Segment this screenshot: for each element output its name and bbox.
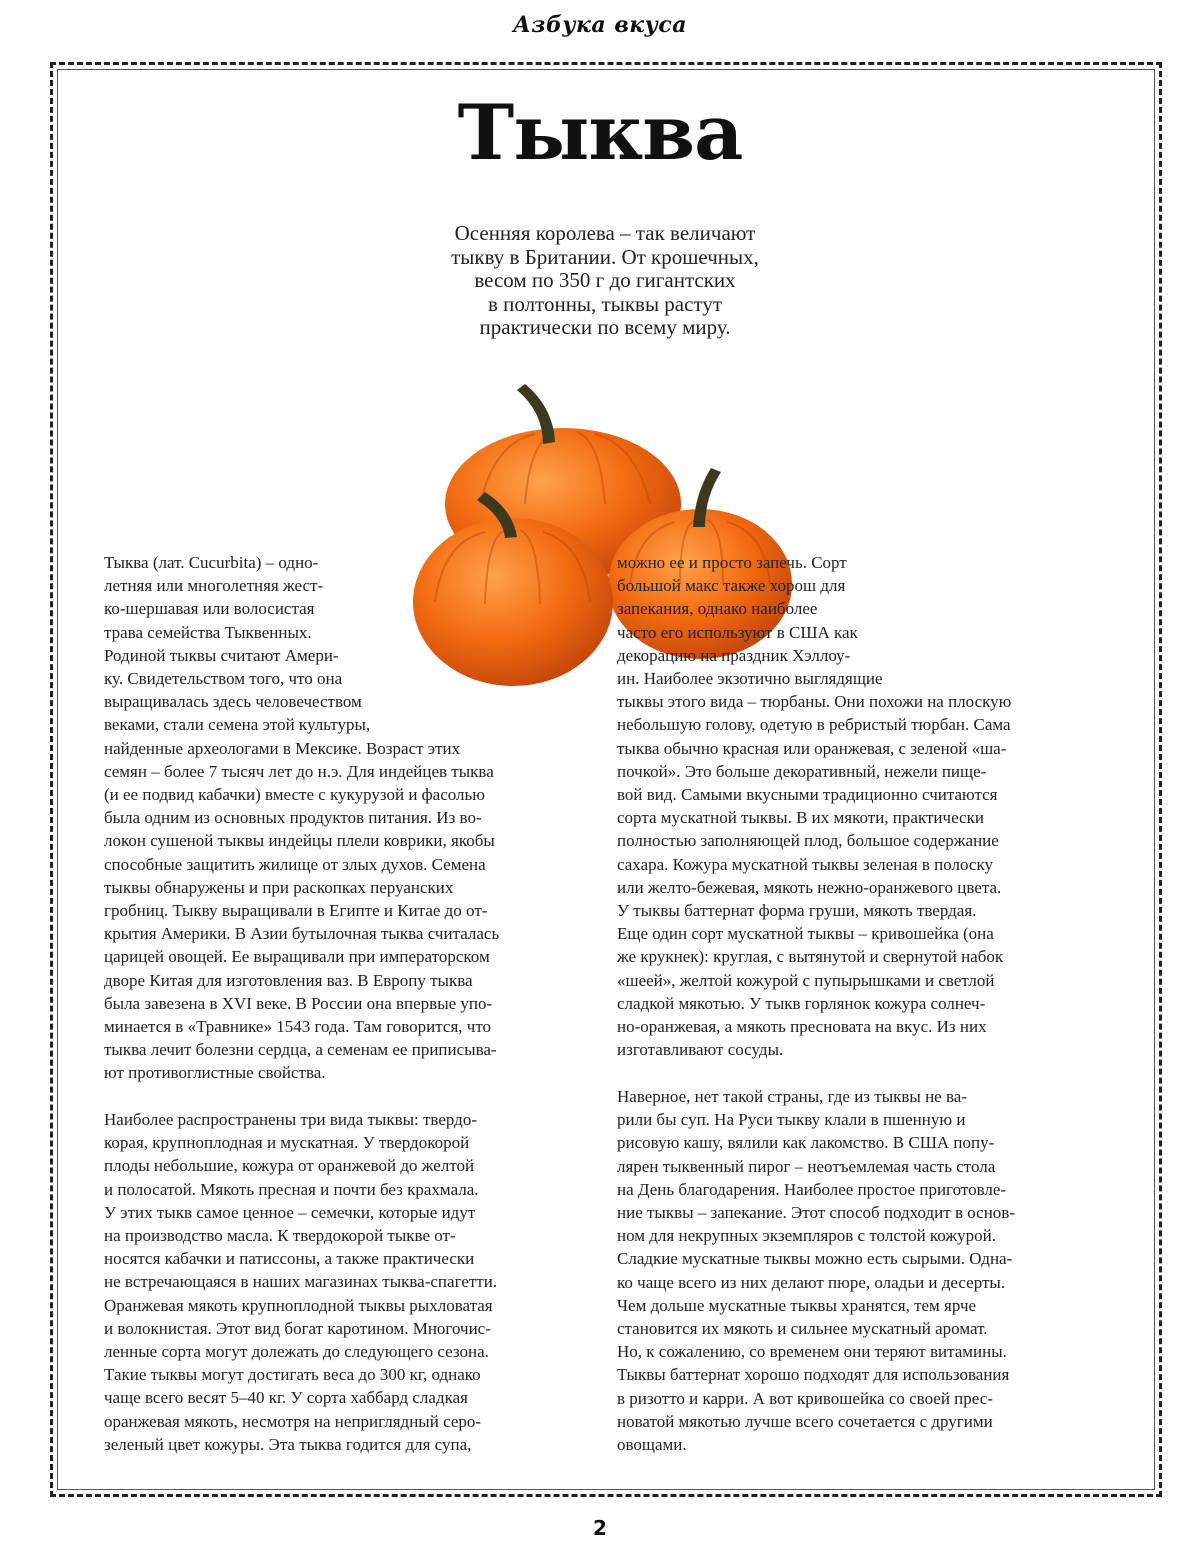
article-title: Тыква — [457, 88, 743, 177]
text-line: Но, к сожалению, со временем они теряют витамины. — [617, 1342, 1007, 1362]
text-line: веками, стали семена этой культуры, — [104, 715, 371, 735]
text-line: сорта мускатной тыквы. В их мякоти, практически — [617, 808, 984, 828]
text-line: тыквы обнаружены и при раскопках перуанских — [104, 877, 454, 897]
text-line: плоды небольшие, кожура от оранжевой до желтой — [104, 1156, 475, 1176]
text-line: оранжевая мякоть, несмотря на неприглядный серо- — [104, 1411, 482, 1431]
text-line: и полосатой. Мякоть пресная и почти без крахмала. — [104, 1179, 479, 1199]
text-line: на производство масла. К твердокорой тыкве от- — [104, 1226, 456, 1246]
text-line: зеленый цвет кожуры. Эта тыква годится для супа, — [104, 1434, 472, 1454]
intro-line: практически по всему миру. — [479, 315, 731, 339]
text-line: изготавливают сосуды. — [617, 1040, 784, 1060]
text-line: локон сушеной тыквы индейцы плели коврики, якобы — [104, 831, 495, 851]
text-line: Чем дольше мускатные тыквы хранятся, тем ярче — [617, 1295, 977, 1315]
text-line: ко чаще всего из них делают пюре, оладьи и десерты. — [617, 1272, 1006, 1292]
text-line: новатой мякотью лучше всего сочетается с другими — [617, 1411, 993, 1431]
text-line: носятся кабачки и патиссоны, а также практически — [104, 1249, 475, 1269]
text-line: была одним из основных продуктов питания. Из во- — [104, 808, 482, 828]
text-line: гробниц. Тыкву выращивали в Египте и Китае до от- — [104, 901, 488, 921]
text-line: Такие тыквы могут достигать веса до 300 кг, однако — [104, 1365, 481, 1385]
text-line: трава семейства Тыквенных. — [104, 622, 312, 642]
text-line: же крукнек): круглая, с вытянутой и свернутой набок — [617, 947, 1004, 967]
text-line: семян – более 7 тысяч лет до н.э. Для индейцев тыква — [104, 761, 494, 781]
text-line: чаще всего весят 5–40 кг. У сорта хаббард сладкая — [104, 1388, 468, 1408]
text-line: рили бы суп. На Руси тыкву клали в пшенную и — [617, 1110, 966, 1130]
text-line: минается в «Травнике» 1543 года. Там говорится, что — [104, 1017, 492, 1037]
text-line: летняя или многолетняя жест- — [104, 576, 324, 596]
text-line: можно ее и просто запечь. Сорт — [617, 553, 847, 572]
left-column-paragraph-2 — [104, 1108, 497, 1456]
text-line: царицей овощей. Ее выращивали при императорском — [104, 947, 490, 967]
text-line: сахара. Кожура мускатной тыквы зеленая в полоску — [617, 854, 993, 874]
section-title: Азбука вкуса — [513, 12, 687, 38]
text-line: дворе Китая для изготовления ваз. В Европу тыква — [104, 970, 473, 990]
text-line: У этих тыкв самое ценное – семечки, которые идут — [104, 1202, 476, 1222]
text-line: почкой». Это больше декоративный, нежели пище- — [617, 761, 987, 781]
text-line: запекания, однако наиболее — [617, 599, 818, 619]
text-line: лярен тыквенный пирог – неотъемлемая часть стола — [617, 1156, 996, 1176]
text-line: часто его используют в США как — [617, 622, 858, 642]
right-column-paragraph-1 — [617, 551, 1011, 1061]
text-line: рисовую кашу, вялили как лакомство. В США попу- — [617, 1133, 995, 1153]
text-line: на День благодарения. Наиболее простое приготовле- — [617, 1179, 1007, 1199]
text-line: или желто-бежевая, мякоть нежно-оранжевого цвета. — [617, 877, 1002, 897]
text-line: ние тыквы – запекание. Этот способ подходит в основ- — [617, 1203, 1015, 1223]
text-line: в ризотто и карри. А вот кривошейка со своей прес- — [617, 1388, 993, 1408]
article-intro — [380, 222, 830, 340]
page-number: 2 — [593, 1516, 607, 1540]
intro-line: весом по 350 г до гигантских — [474, 268, 736, 292]
text-line: ин. Наиболее экзотично выглядящие — [617, 669, 883, 689]
right-column-paragraph-2 — [617, 1085, 1015, 1456]
text-line: вой вид. Самыми вкусными традиционно считаются — [617, 785, 998, 805]
text-line: ленные сорта могут долежать до следующего сезона. — [104, 1342, 489, 1362]
intro-line: тыкву в Британии. От крошечных, — [451, 244, 759, 269]
text-line: декорацию на праздник Хэллоу- — [617, 645, 851, 665]
text-line: небольшую голову, одетую в ребристый тюрбан. Сама — [617, 715, 1011, 735]
text-line: большой макс также хорош для — [617, 576, 846, 596]
text-line: найденные археологами в Мексике. Возраст этих — [104, 738, 461, 758]
text-line: ном для некрупных экземпляров с толстой кожурой. — [617, 1226, 996, 1246]
text-line: Тыквы баттернат хорошо подходят для использования — [617, 1365, 1010, 1385]
text-line: Еще один сорт мускатной тыквы – кривошейка (она — [617, 924, 994, 944]
text-line: выращивалась здесь человечеством — [104, 692, 362, 712]
text-line: сладкой мякотью. У тыкв горлянок кожура солнеч- — [617, 993, 986, 1013]
text-line: Сладкие мускатные тыквы можно есть сырыми. Одна- — [617, 1249, 1013, 1269]
text-line: ко-шершавая или волосистая — [104, 599, 315, 619]
text-line: овощами. — [617, 1435, 687, 1455]
text-line: тыквы этого вида – тюрбаны. Они похожи на плоскую — [617, 692, 1012, 712]
intro-line: в полтонны, тыквы растут — [487, 291, 723, 316]
text-line: становится их мякоть и сильнее мускатный аромат. — [617, 1319, 988, 1339]
text-line: ют противоглистные свойства. — [104, 1063, 326, 1083]
text-line: Тыква (лат. Cucurbita) – одно- — [104, 553, 319, 572]
text-line: Наиболее распространены три вида тыквы: твердо- — [104, 1110, 477, 1129]
text-line: полностью заполняющей плод, большое содержание — [617, 831, 999, 851]
text-line: «шеей», желтой кожурой с пупырышками и светлой — [617, 970, 995, 990]
intro-line: Осенняя королева – так величают — [454, 221, 756, 245]
text-line: Оранжевая мякоть крупноплодной тыквы рыхловатая — [104, 1295, 493, 1315]
left-column-paragraph-1 — [104, 551, 499, 1085]
text-line: ку. Свидетельством того, что она — [104, 669, 343, 689]
text-line: У тыквы баттернат форма груши, мякоть твердая. — [617, 901, 977, 921]
text-line: (и ее подвид кабачки) вместе с кукурузой и фасолью — [104, 785, 485, 805]
text-line: не встречающаяся в наших магазинах тыква-спагетти. — [104, 1272, 498, 1292]
text-line: Наверное, нет такой страны, где из тыквы не ва- — [617, 1087, 967, 1106]
text-line: Родиной тыквы считают Амери- — [104, 645, 339, 665]
text-line: крытия Америки. В Азии бутылочная тыква считалась — [104, 924, 500, 944]
text-line: способные защитить жилище от злых духов. Семена — [104, 854, 486, 874]
text-line: корая, крупноплодная и мускатная. У твердокорой — [104, 1133, 470, 1153]
text-line: но-оранжевая, а мякоть пресновата на вкус. Из них — [617, 1017, 987, 1037]
text-line: тыква лечит болезни сердца, а семенам ее приписыва- — [104, 1040, 497, 1060]
text-line: была завезена в XVI веке. В России она впервые упо- — [104, 993, 493, 1013]
text-line: и волокнистая. Этот вид богат каротином. Многочис- — [104, 1318, 491, 1338]
text-line: тыква обычно красная или оранжевая, с зеленой «ша- — [617, 738, 1007, 758]
